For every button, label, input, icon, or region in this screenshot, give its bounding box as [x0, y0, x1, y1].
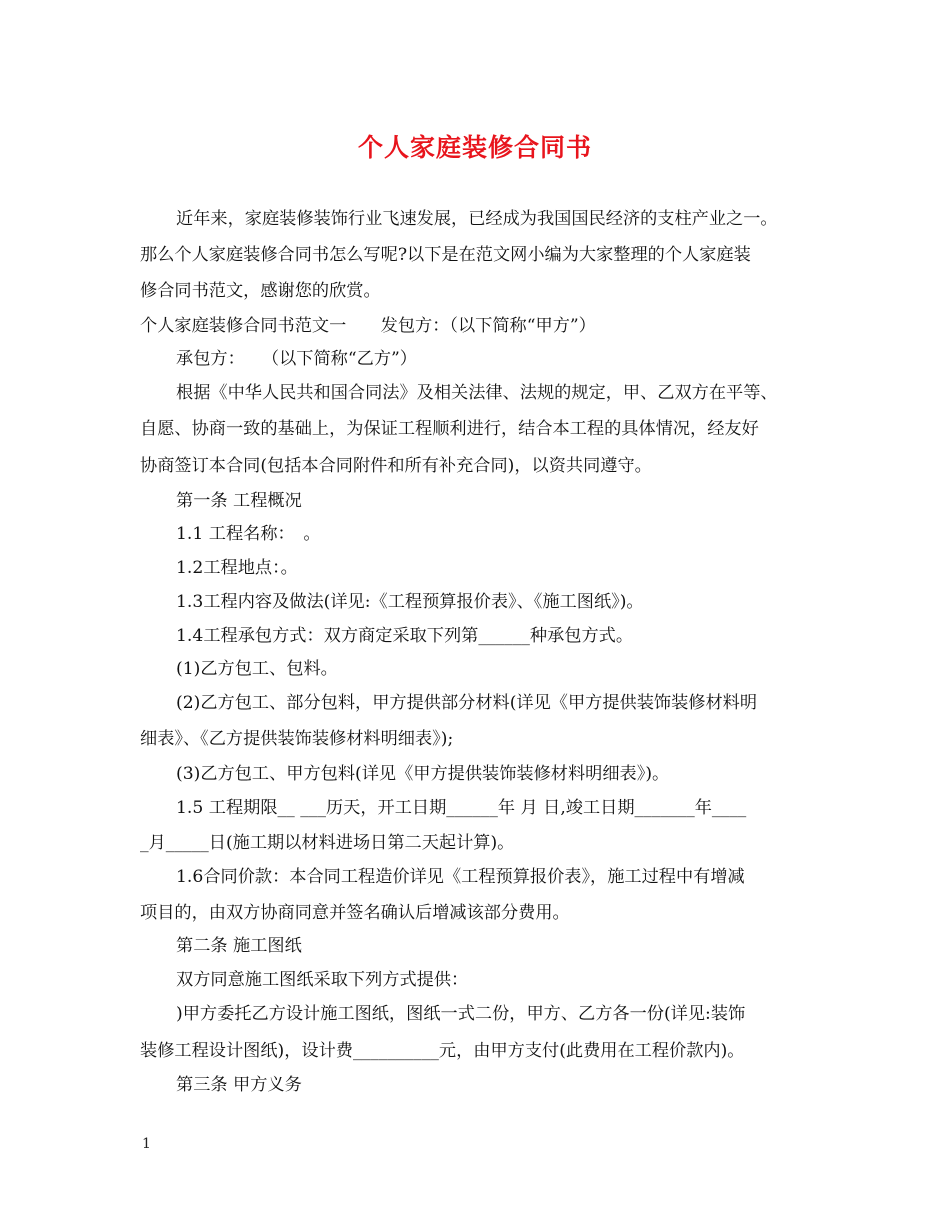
body-line-19: _月_____日(施工期以材料进场日第二天起计算)。 — [140, 833, 515, 853]
body-line-18: 1.5 工程期限__ ___历天，开工日期______年 月 日,竣工日期_______年____ — [176, 798, 747, 818]
section-heading-3: 第三条 甲方义务 — [176, 1075, 302, 1095]
body-line-24: )甲方委托乙方设计施工图纸，图纸一式二份，甲方、乙方各一份(详见:装饰 — [176, 1004, 746, 1024]
body-line-6: 根据《中华人民共和国合同法》及相关法律、法规的规定，甲、乙双方在平等、 — [176, 383, 778, 403]
body-line-13: 1.4工程承包方式：双方商定采取下列第______种承包方式。 — [176, 626, 634, 646]
section-heading-1: 第一条 工程概况 — [176, 491, 302, 511]
body-line-20: 1.6合同价款：本合同工程造价详见《工程预算报价表》，施工过程中有增减 — [176, 867, 745, 887]
body-line-2: 那么个人家庭装修合同书怎么写呢?以下是在范文网小编为大家整理的个人家庭装 — [140, 245, 751, 265]
body-line-8: 协商签订本合同(包括本合同附件和所有补充合同)，以资共同遵守。 — [140, 456, 652, 476]
body-line-17: (3)乙方包工、甲方包料(详见《甲方提供装饰装修材料明细表》)。 — [176, 764, 670, 784]
body-line-10: 1.1 工程名称： 。 — [176, 524, 321, 544]
body-line-3: 修合同书范文，感谢您的欣赏。 — [140, 281, 381, 301]
body-line-15: (2)乙方包工、部分包料，甲方提供部分材料(详见《甲方提供装饰装修材料明 — [176, 693, 758, 713]
page-number: 1 — [142, 1136, 151, 1152]
document-title: 个人家庭装修合同书 — [357, 133, 592, 162]
body-line-23: 双方同意施工图纸采取下列方式提供： — [176, 970, 469, 990]
body-line-11: 1.2工程地点：。 — [176, 558, 298, 578]
body-line-14: (1)乙方包工、包料。 — [176, 659, 338, 679]
body-line-12: 1.3工程内容及做法(详见:《工程预算报价表》、《施工图纸》)。 — [176, 592, 644, 612]
body-line-21: 项目的，由双方协商同意并签名确认后增减该部分费用。 — [140, 903, 570, 923]
body-line-16: 细表》、《乙方提供装饰装修材料明细表》); — [140, 729, 454, 749]
body-line-7: 自愿、协商一致的基础上，为保证工程顺利进行，结合本工程的具体情况，经友好 — [140, 419, 759, 439]
body-line-4: 个人家庭装修合同书范文一 发包方：（以下简称“甲方”） — [140, 316, 596, 336]
body-line-25: 装修工程设计图纸)，设计费__________元，由甲方支付(此费用在工程价款内)。 — [140, 1041, 745, 1061]
body-line-1: 近年来，家庭装修装饰行业飞速发展，已经成为我国国民经济的支柱产业之一。 — [176, 209, 778, 229]
body-line-5: 承包方： （以下简称“乙方”） — [176, 349, 417, 369]
section-heading-2: 第二条 施工图纸 — [176, 936, 302, 956]
